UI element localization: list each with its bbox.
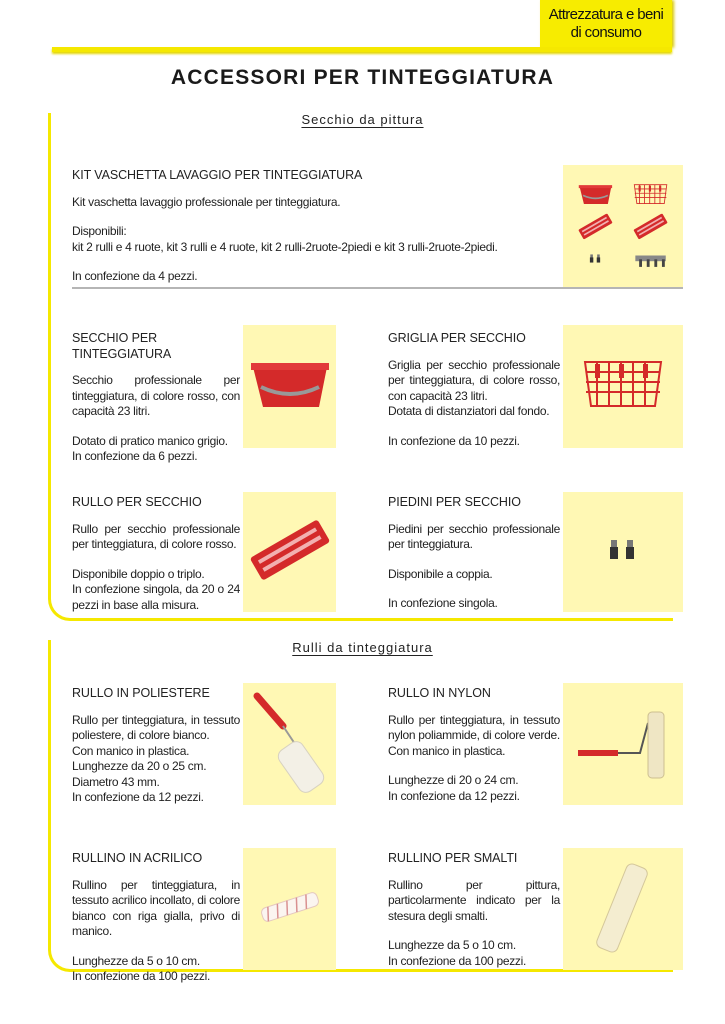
product-secchio	[72, 331, 240, 479]
product-description: In confezione da 4 pezzi.	[72, 269, 198, 283]
section-heading-rulli: Rulli da tinteggiatura	[292, 640, 433, 655]
product-description: Dotato di pratico manico grigio. In confezione da 6 pezzi.	[72, 433, 228, 463]
red-bucket-icon	[247, 353, 333, 420]
red-grid-image	[563, 325, 683, 448]
product-title: RULLINO PER SMALTI	[388, 851, 518, 865]
red-bucket-icon	[572, 181, 620, 208]
header-divider	[52, 47, 672, 52]
product-griglia	[388, 331, 560, 463]
bucket-feet-image	[563, 492, 683, 612]
red-grid-icon	[577, 356, 669, 417]
product-poliestere	[72, 686, 240, 820]
product-description: Griglia per secchio professionale per tinteggiatura, di colore rosso, con capacità 23 litri. Dotata di distanziatori dal fondo.	[388, 357, 560, 418]
product-description: Disponibile a coppia.	[388, 566, 493, 581]
product-acrilico	[72, 851, 240, 999]
product-title: SECCHIO PER TINTEGGIATURA	[72, 331, 172, 361]
product-rullo-secchio	[72, 495, 240, 627]
product-description: Disponibile doppio o triplo. In confezione singola, da 20 o 24 pezzi in base alla misura.	[72, 566, 240, 612]
red-roller-frame-icon	[247, 519, 333, 586]
category-tab[interactable]	[540, 0, 672, 48]
product-description: Secchio professionale per tinteggiatura, di colore rosso, con capacità 23 litri.	[72, 373, 240, 418]
red-roller-frame-icon	[627, 213, 675, 240]
product-title: GRIGLIA PER SECCHIO	[388, 331, 526, 345]
divider	[72, 287, 683, 289]
polyester-roller-icon	[247, 690, 333, 799]
red-grid-icon	[627, 181, 675, 208]
red-grid-icon	[627, 246, 675, 273]
red-roller-frame-icon	[572, 213, 620, 240]
red-bucket-image	[243, 325, 336, 448]
product-description: In confezione singola.	[388, 596, 498, 610]
product-description: Lunghezze da 5 o 10 cm. In confezione da 100 pezzi.	[388, 938, 527, 968]
product-title: RULLINO IN ACRILICO	[72, 851, 203, 865]
product-title: RULLO PER SECCHIO	[72, 495, 202, 509]
nylon-roller-icon	[568, 702, 678, 787]
product-description: Lunghezze da 5 o 10 cm. In confezione da 100 pezzi.	[72, 953, 211, 983]
product-description: In confezione da 10 pezzi.	[388, 433, 520, 448]
product-nylon	[388, 686, 560, 818]
kit-image	[563, 165, 683, 288]
product-title: RULLO IN POLIESTERE	[72, 686, 210, 700]
enamel-refill-icon	[593, 859, 653, 960]
product-description: Rullo per secchio professionale per tinteggiatura, di colore rosso.	[72, 521, 240, 551]
product-description: Rullino per pittura, particolarmente indicato per la stesura degli smalti.	[388, 877, 560, 923]
product-description: Piedini per secchio professionale per tinteggiatura.	[388, 521, 560, 551]
category-tab-line2: di consumo	[570, 24, 642, 41]
enamel-refill-image	[563, 848, 683, 970]
kit-icon	[569, 179, 677, 275]
red-roller-frame-image	[243, 492, 336, 612]
acrylic-refill-image	[243, 848, 336, 970]
bucket-feet-icon	[572, 246, 620, 273]
product-smalti	[388, 851, 560, 983]
product-title: RULLO IN NYLON	[388, 686, 491, 700]
product-description: Lunghezze di 20 o 24 cm. In confezione da 12 pezzi.	[388, 773, 520, 803]
product-description: Rullo per tinteggiatura, in tessuto nylon poliammide, di colore verde. Con manico in plastica.	[388, 712, 560, 758]
product-title: KIT VASCHETTA LAVAGGIO PER TINTEGGIATURA	[72, 168, 363, 182]
category-tab-line1: Attrezzatura e beni	[548, 6, 664, 23]
product-description: Disponibili: kit 2 rulli e 4 ruote, kit 3 rulli e 4 ruote, kit 2 rulli-2ruote-2piedi e kit 3 rulli-2ruote-2piedi.	[72, 224, 498, 254]
polyester-roller-image	[243, 683, 336, 805]
product-kit	[72, 168, 552, 299]
bucket-feet-icon	[608, 538, 638, 567]
page-title: ACCESSORI PER TINTEGGIATURA	[170, 66, 555, 89]
product-description: Rullo per tinteggiatura, in tessuto poliestere, di colore bianco. Con manico in plastica. Lunghezze da 20 o 25 cm. Diametro 43 mm. In confezione da 12 pezzi.	[72, 712, 240, 804]
product-description: Rullino per tinteggiatura, in tessuto acrilico incollato, di colore bianco con riga gialla, privo di manico.	[72, 877, 240, 938]
product-piedini	[388, 495, 560, 626]
nylon-roller-image	[563, 683, 683, 805]
acrylic-refill-icon	[257, 892, 323, 927]
product-description: Kit vaschetta lavaggio professionale per tinteggiatura.	[72, 194, 341, 209]
section-heading-secchio: Secchio da pittura	[301, 112, 424, 127]
product-title: PIEDINI PER SECCHIO	[388, 495, 521, 509]
